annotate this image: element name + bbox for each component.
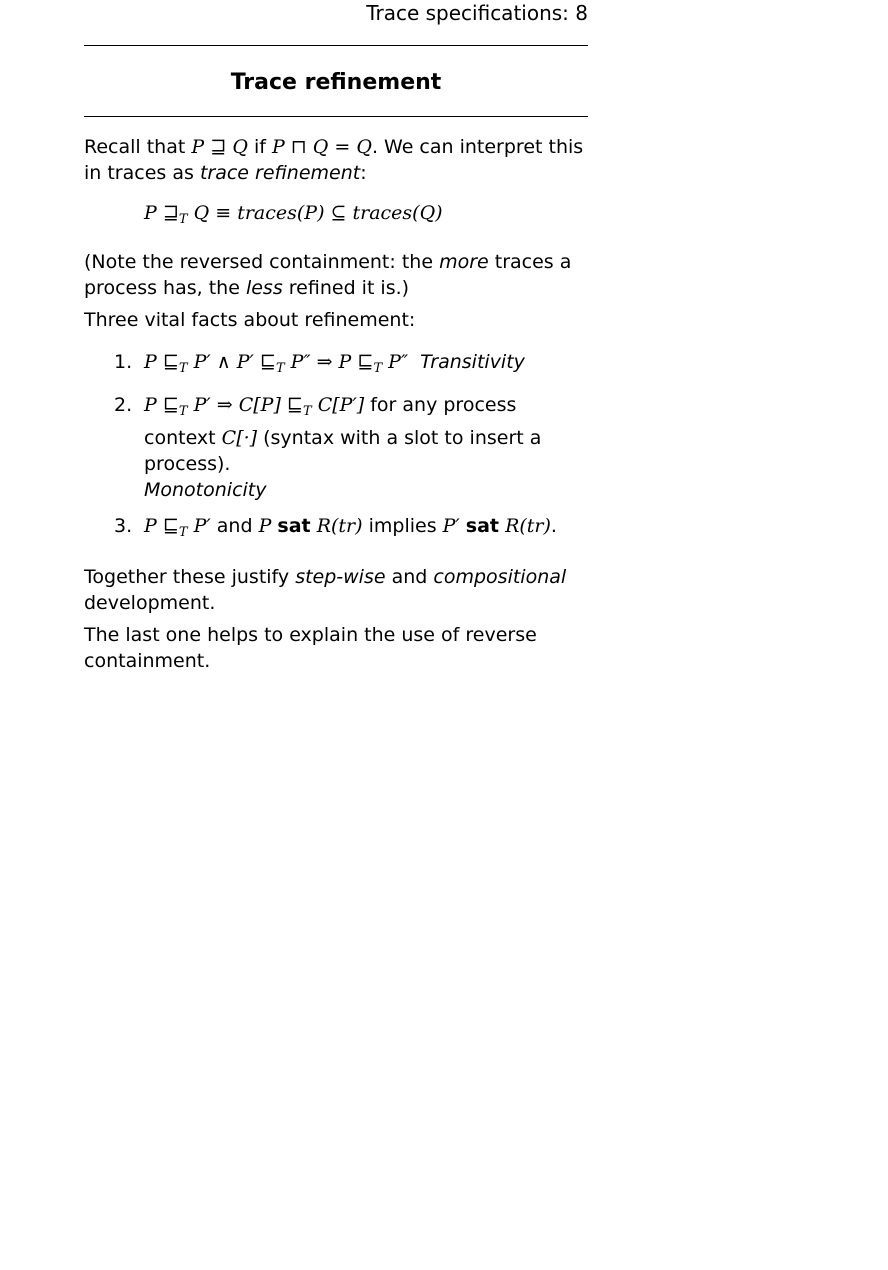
label-monotonicity: Monotonicity	[144, 479, 267, 501]
math-p-refines-q: P ⊒ Q	[191, 136, 248, 158]
label-transitivity: Transitivity	[420, 351, 525, 373]
facts-intro: Three vital facts about refinement:	[84, 309, 416, 331]
last-paragraph: The last one helps to explain the use of reverse containment.	[84, 624, 537, 672]
bottom-rule	[84, 116, 588, 117]
running-head: Trace specifications: 8	[366, 1, 588, 25]
top-rule	[84, 45, 588, 46]
slide-body	[84, 134, 588, 680]
intro-tail: . We can interpret this in traces as	[84, 136, 584, 184]
list-item: 1. P $⊑_T$ P′ ∧ P′ $⊑_T$ P″ ⇒ P $⊑_T$ P″ Transitivity	[114, 351, 525, 376]
list-item: 3. P $⊑_T$ P′ and P sat R(tr) implies P′ sat R(tr).	[114, 515, 557, 540]
math-p-meet-q: P ⊓ Q = Q	[271, 136, 372, 158]
term-trace-refinement: trace refinement	[199, 162, 361, 184]
together-paragraph: Together these justify step-wise and compositional development.	[84, 566, 567, 614]
intro-paragraph: Recall that P ⊒ Q if P ⊓ Q = Q. We can interpret this in traces as trace refinement:	[84, 136, 584, 184]
intro-recall: Recall that	[84, 136, 186, 158]
facts-list	[84, 349, 588, 546]
list-item: 2. P $⊑_T$ P′ ⇒ C[P] $⊑_T$ C[P′] for any process context C[·] (syntax with a slot to insert a process). Monotonicity	[114, 394, 542, 501]
intro-if: if	[253, 136, 266, 158]
slide-title: Trace refinement	[230, 70, 442, 95]
display-equation: P $⊒_T$ Q ≡ traces(P) ⊆ traces(Q)	[144, 202, 443, 227]
note-paragraph: (Note the reversed containment: the more traces a process has, the less refined it is.)	[84, 251, 572, 299]
